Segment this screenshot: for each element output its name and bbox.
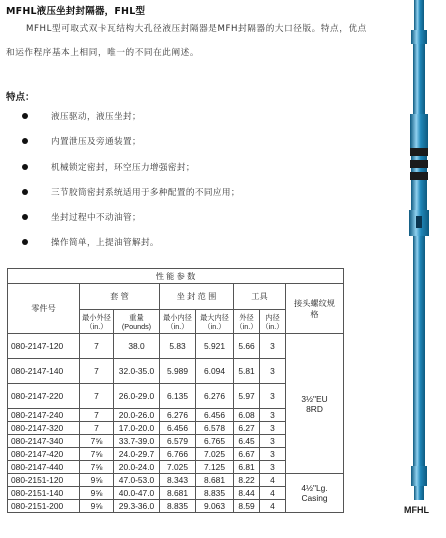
- tool-lower-body: [413, 236, 425, 466]
- table-row: 080-2151-140 9⅝ 40.0-47.0 8.681 8.835 8.44 4: [8, 487, 344, 500]
- bullet-icon: [22, 113, 28, 119]
- feature-item: 液压驱动，液压坐封；: [22, 110, 240, 135]
- table-row: 080-2147-120 7 38.0 5.83 5.921 5.66 3 3½"EU 8RD: [8, 334, 344, 359]
- tool-bottom-sub: [414, 486, 424, 500]
- tool-bottom-collar: [411, 466, 427, 486]
- header-tool: 工具: [234, 284, 286, 310]
- tool-seal-element: [410, 148, 428, 156]
- feature-item: 机械锁定密封，环空压力增强密封；: [22, 161, 240, 186]
- table-row: 080-2147-420 7⅝ 24.0-29.7 6.766 7.025 6.67 3: [8, 448, 344, 461]
- header-setting-range: 坐 封 范 围: [160, 284, 234, 310]
- table-row: 080-2147-320 7 17.0-20.0 6.456 6.578 6.27 3: [8, 422, 344, 435]
- tool-collar: [411, 30, 427, 44]
- bullet-icon: [22, 239, 28, 245]
- tool-slip-housing: [410, 114, 428, 148]
- figure-label: MFHL: [404, 505, 429, 515]
- bullet-icon: [22, 214, 28, 220]
- document-title: MFHL液压坐封封隔器，FHL型: [6, 6, 146, 17]
- bullet-icon: [22, 189, 28, 195]
- tool-top-sub: [414, 0, 424, 30]
- header-tool-od: 外径 （in.）: [234, 310, 260, 334]
- feature-item: 坐封过程中不动油管；: [22, 211, 240, 236]
- features-heading: 特点：: [6, 92, 35, 103]
- packer-tool-illustration: [399, 0, 439, 500]
- tool-seal-element: [410, 160, 428, 168]
- header-min-id: 最小内径 （in.）: [160, 310, 196, 334]
- feature-item: 内置泄压及旁通装置；: [22, 135, 240, 160]
- tool-mid-body: [411, 180, 427, 210]
- intro-paragraph: MFHL型可取式双卡瓦结构大孔径液压封隔器是MFH封隔器的大口径版。特点，优点和运作程序基本上相同，唯一的不同在此阐述。: [6, 24, 367, 58]
- tool-upper-body: [413, 44, 425, 114]
- table-row: 080-2151-200 9⅝ 29.3-36.0 8.835 9.063 8.59 4: [8, 500, 344, 513]
- header-part-number: 零件号: [8, 284, 80, 334]
- table-row: 080-2147-140 7 32.0-35.0 5.989 6.094 5.81 3: [8, 359, 344, 384]
- header-casing: 套 管: [80, 284, 160, 310]
- header-tool-id: 内径 （in.）: [260, 310, 286, 334]
- feature-item: 三节胶筒密封系统适用于多种配置的不同应用；: [22, 186, 240, 211]
- header-thread: 接头螺纹规格: [286, 284, 344, 334]
- table-row: 080-2147-340 7⅝ 33.7-39.0 6.579 6.765 6.45 3: [8, 435, 344, 448]
- header-max-id: 最大内径 （in.）: [196, 310, 234, 334]
- tool-spacer: [411, 156, 427, 160]
- header-weight: 重量 (Pounds): [114, 310, 160, 334]
- bullet-icon: [22, 138, 28, 144]
- table-title: 性 能 参 数: [8, 269, 344, 284]
- performance-table: [7, 268, 344, 513]
- features-list: [22, 110, 240, 262]
- thread-cell-a: 3½"EU 8RD: [286, 334, 344, 474]
- bullet-icon: [22, 164, 28, 170]
- table-row: 080-2151-120 9⅝ 47.0-53.0 8.343 8.681 8.22 4 4½"Lg. Casing: [8, 474, 344, 487]
- thread-cell-b: 4½"Lg. Casing: [286, 474, 344, 513]
- table-row: 080-2147-440 7⅝ 20.0-24.0 7.025 7.125 6.81 3: [8, 461, 344, 474]
- header-min-od: 最小外径 （in.）: [80, 310, 114, 334]
- tool-seal-element: [410, 172, 428, 180]
- tool-spacer: [411, 168, 427, 172]
- table-row: 080-2147-240 7 20.0-26.0 6.276 6.456 6.08 3: [8, 409, 344, 422]
- table-row: 080-2147-220 7 26.0-29.0 6.135 6.276 5.97 3: [8, 384, 344, 409]
- feature-item: 操作简单，上提油管解封。: [22, 236, 240, 261]
- tool-window: [416, 216, 422, 228]
